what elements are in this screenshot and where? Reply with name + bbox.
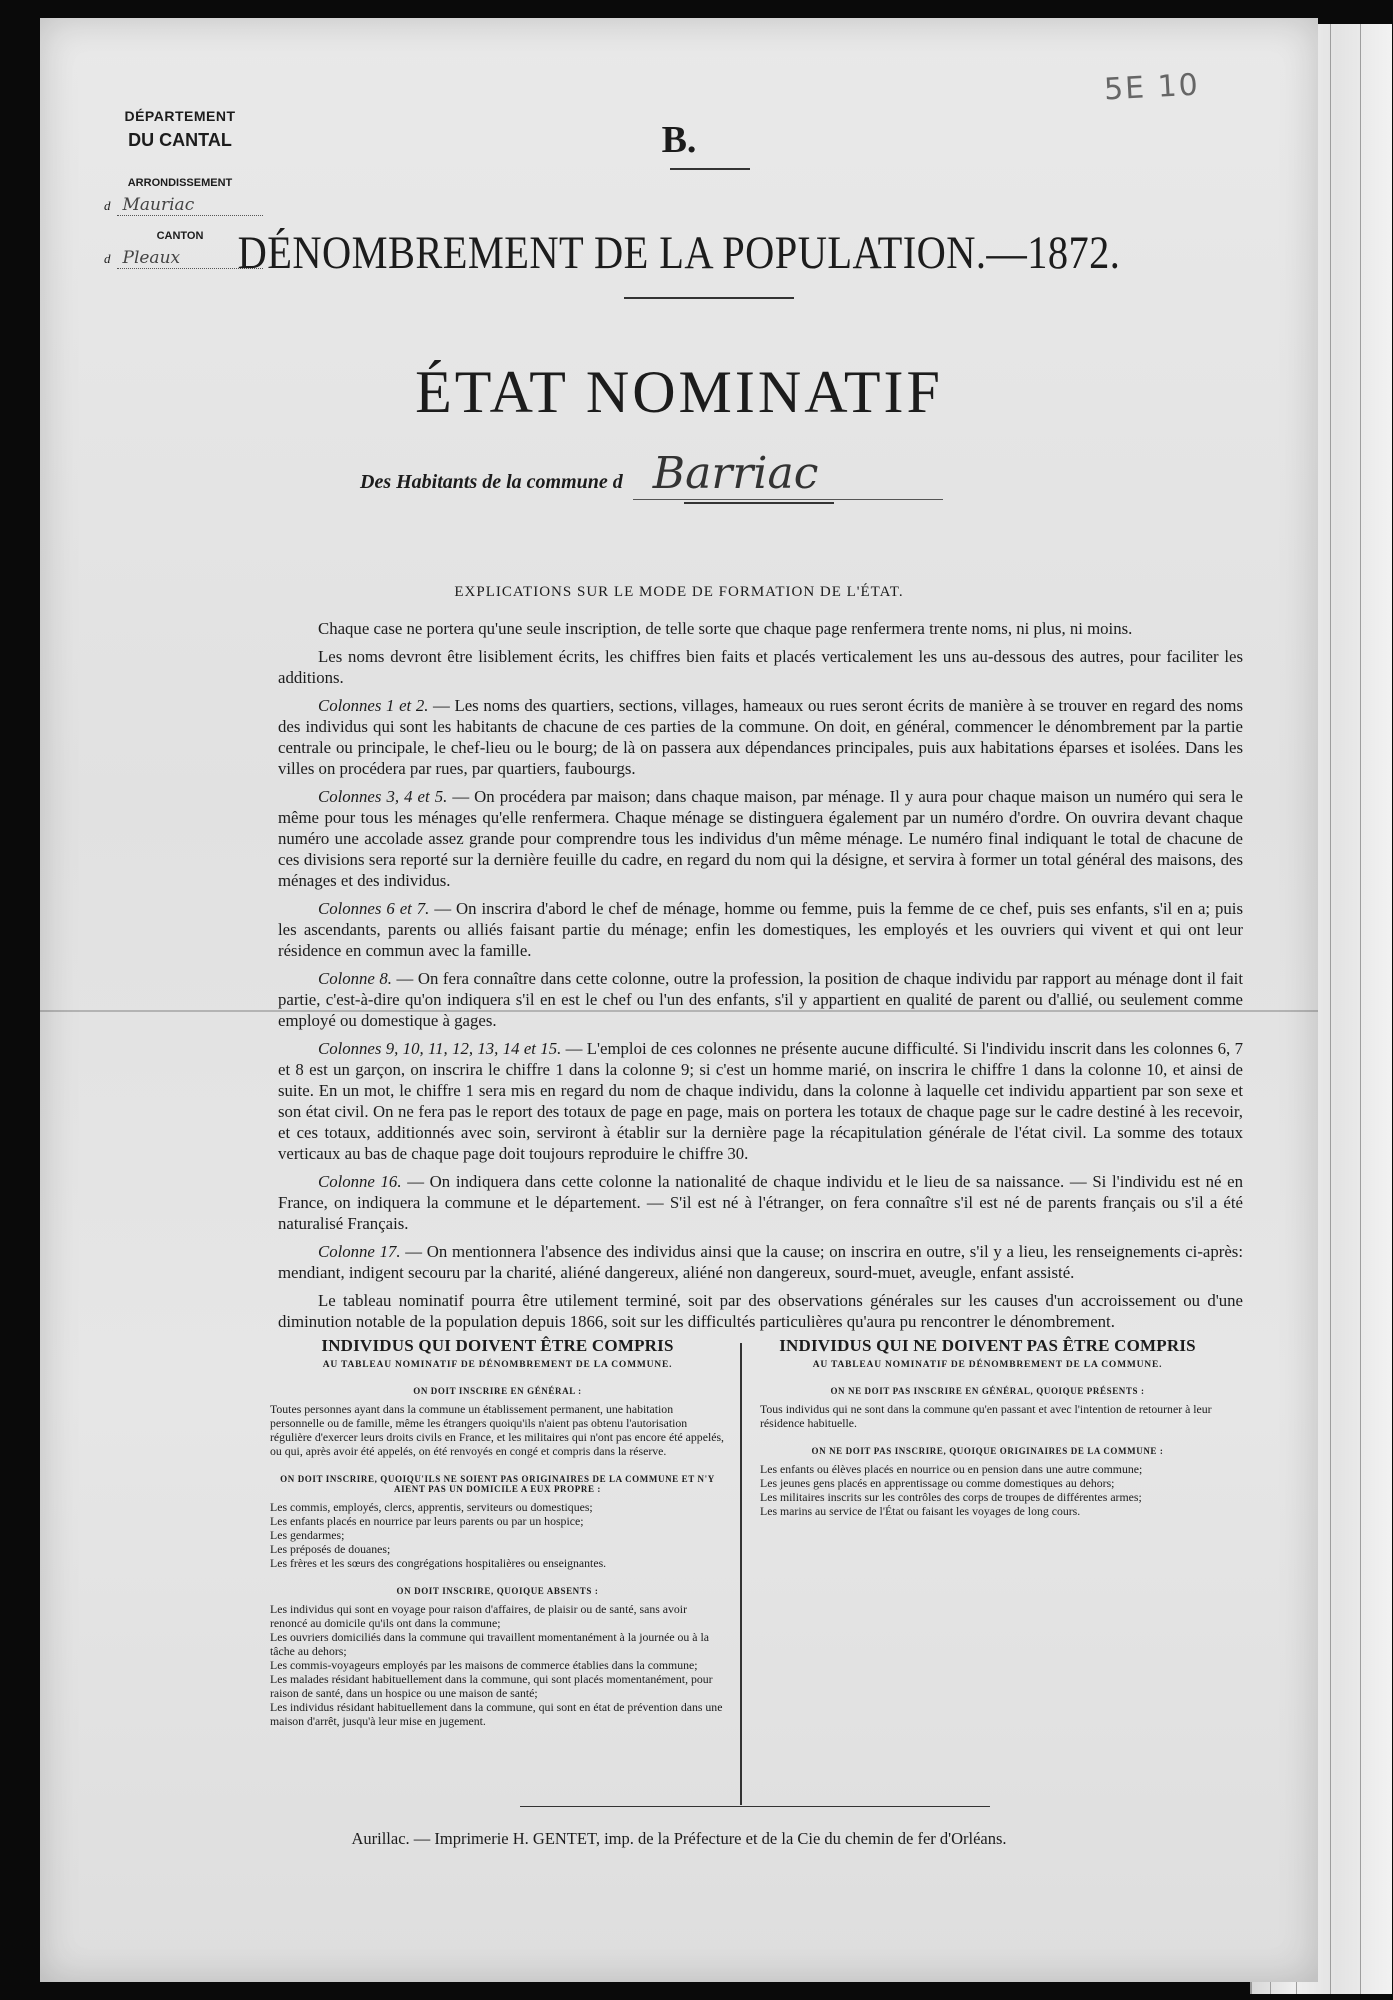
commune-line xyxy=(360,448,943,500)
paragraph: Chaque case ne portera qu'une seule inscription, de telle sorte que chaque page renfermera trente noms, ni plus, ni moins. xyxy=(318,619,1133,638)
section-heading: ON DOIT INSCRIRE, QUOIQU'ILS NE SOIENT PAS ORIGINAIRES DE LA COMMUNE ET N'Y AIENT PAS UN DOMICILE A EUX PROPRE : xyxy=(280,1474,715,1494)
paragraph: Les noms devront être lisiblement écrits, les chiffres bien faits et placés verticalement les uns au-dessous des autres, pour faciliter les additions. xyxy=(278,647,1243,687)
arrondissement-label: ARRONDISSEMENT xyxy=(127,177,233,189)
excluded-column xyxy=(760,1336,1215,1518)
excluded-subtitle: AU TABLEAU NOMINATIF DE DÉNOMBREMENT DE LA COMMUNE. xyxy=(812,1360,1163,1370)
included-title: INDIVIDUS QUI DOIVENT ÊTRE COMPRIS xyxy=(321,1336,674,1355)
section-text: Tous individus qui ne sont dans la commune qu'en passant et avec l'intention de retourner à leur résidence habituelle. xyxy=(760,1402,1212,1430)
rule-under-commune xyxy=(684,502,834,504)
canton-prefix: d xyxy=(104,251,111,266)
paragraph: Colonnes 1 et 2. — Les noms des quartiers, sections, villages, hameaux ou rues seront écrits de manière à se trouver en regard des noms des individus qui sont les habitants de chacune de ces parties de la commune. On doit, en général, commencer le dénombrement par la partie centrale ou principale, le chef-lieu ou le bourg; de là on passera aux dépendances principales, puis aux habitations éparses et isolées. Dans les villes on procédera par rues, par quartiers, faubourgs. xyxy=(278,696,1243,778)
included-column xyxy=(270,1336,725,1728)
rule-under-letter xyxy=(670,168,750,170)
excluded-title: INDIVIDUS QUI NE DOIVENT PAS ÊTRE COMPRIS xyxy=(779,1336,1196,1355)
section-text: Les enfants ou élèves placés en nourrice ou en pension dans une autre commune; Les jeunes gens placés en apprentissage ou comme domestiques au dehors; Les militaires inscrits sur les contrôles des corps de troupes de différentes armes; Les marins au service de l'État ou faisant les voyages de long cours. xyxy=(760,1462,1143,1518)
arrondissement-prefix: d xyxy=(104,198,111,213)
column-divider xyxy=(740,1343,742,1805)
sub-title: ÉTAT NOMINATIF xyxy=(415,359,943,425)
commune-label: Des Habitants de la commune d xyxy=(360,471,623,493)
document-sheet xyxy=(40,18,1318,1982)
rule-under-title xyxy=(624,297,794,299)
rule-above-footer xyxy=(520,1806,990,1807)
department-label: DÉPARTEMENT xyxy=(124,108,236,124)
main-title: DÉNOMBREMENT DE LA POPULATION.—1872. xyxy=(237,227,1121,279)
arrondissement-value: Mauriac xyxy=(117,195,263,216)
section-text: Toutes personnes ayant dans la commune un établissement permanent, une habitation personnelle ou de famille, même les étrangers quoiqu'ils n'aient pas obtenu l'autorisation régulière d'exercer leurs droits civils en France, et les militaires qui n'ont pas encore été appelés, ou qui, après avoir été appelés, on été renvoyés en congé et compris dans la réserve. xyxy=(270,1402,724,1458)
canton-value: Pleaux xyxy=(117,248,263,269)
paragraph: Colonne 16. — On indiquera dans cette colonne la nationalité de chaque individu et le lieu de sa naissance. — Si l'individu est né en France, on indiquera la commune et le département. — S'il est né à l'étranger, on fera connaître s'il est né de parents français ou s'il a été naturalisé Français. xyxy=(278,1172,1243,1233)
arrondissement-line xyxy=(80,195,280,216)
commune-value: Barriac xyxy=(633,448,943,500)
paragraph: Le tableau nominatif pourra être utilement terminé, soit par des observations générales sur les causes d'un accroissement ou d'une diminution notable de la population depuis 1866, soit sur les difficultés particulières qu'aura pu rencontrer le dénombrement. xyxy=(278,1291,1243,1331)
department-name: DU CANTAL xyxy=(128,130,232,150)
explanations-heading: EXPLICATIONS SUR LE MODE DE FORMATION DE L'ÉTAT. xyxy=(454,584,904,600)
archive-reference: 5E 10 xyxy=(1103,67,1201,108)
paragraph: Colonnes 6 et 7. — On inscrira d'abord le chef de ménage, homme ou femme, puis la femme de ce chef, puis ses enfants, s'il en a; puis les ascendants, parents ou alliés faisant partie du ménage; enfin les domestiques, les employés et les ouvriers qui vivent et qui ont leur résidence en commun avec la famille. xyxy=(278,899,1243,960)
form-letter: B. xyxy=(661,119,697,161)
section-heading: ON NE DOIT PAS INSCRIRE EN GÉNÉRAL, QUOIQUE PRÉSENTS : xyxy=(830,1386,1145,1396)
included-subtitle: AU TABLEAU NOMINATIF DE DÉNOMBREMENT DE LA COMMUNE. xyxy=(322,1360,673,1370)
section-text: Les commis, employés, clercs, apprentis, serviteurs ou domestiques; Les enfants placés en nourrice par leurs parents ou par un hospice; Les gendarmes; Les préposés de douanes; Les frères et les sœurs des congrégations hospitalières ou enseignantes. xyxy=(270,1500,607,1570)
section-heading: ON DOIT INSCRIRE, QUOIQUE ABSENTS : xyxy=(396,1586,599,1596)
canton-label: CANTON xyxy=(156,230,204,242)
paragraph: Colonne 8. — On fera connaître dans cette colonne, outre la profession, la position de chaque individu par rapport au ménage dont il fait partie, c'est-à-dire qu'on indiquera s'il en est le chef ou l'un des enfants, s'il y appartient en qualité de parent ou d'allié, ou seulement comme employé ou domestique à gages. xyxy=(278,969,1243,1030)
section-text: Les individus qui sont en voyage pour raison d'affaires, de plaisir ou de santé, sans avoir renoncé au domicile qu'ils ont dans la commune; Les ouvriers domiciliés dans la commune qui travaillent momentanément à la journée ou à la tâche au dehors; Les commis-voyageurs employés par les maisons de commerce établies dans la commune; Les malades résidant habituellement dans la commune, qui sont placés momentanément, pour raison de santé, dans un hospice ou une maison de santé; Les individus résidant habituellement dans la commune, qui sont en état de prévention dans une maison d'arrêt, jusqu'à leur mise en jugement. xyxy=(270,1602,723,1728)
section-heading: ON DOIT INSCRIRE EN GÉNÉRAL : xyxy=(413,1386,582,1396)
paragraph: Colonne 17. — On mentionnera l'absence des individus ainsi que la cause; on inscrira en outre, s'il y a lieu, les renseignements ci-après: mendiant, indigent secouru par la charité, aliéné dangereux, aliéné non dangereux, sourd-muet, aveugle, enfant assisté. xyxy=(278,1242,1244,1282)
explanations-body xyxy=(278,618,1243,1339)
paragraph: Colonnes 3, 4 et 5. — On procédera par maison; dans chaque maison, par ménage. Il y aura pour chaque maison un numéro qui sera le même pour tous les ménages qu'elle renfermera. Chaque ménage se distinguera également par un numéro d'ordre. On ouvrira devant chaque numéro une accolade assez grande pour comprendre tous les individus d'un même ménage. Le numéro final indiquant le total de chacune de ces divisions sera reporté sur la dernière feuille du cadre, en regard du nom qui la désigne, et servira à former un total général des maisons, des ménages et des individus. xyxy=(278,787,1243,890)
paragraph: Colonnes 9, 10, 11, 12, 13, 14 et 15. — L'emploi de ces colonnes ne présente aucune difficulté. Si l'individu inscrit dans les colonnes 6, 7 et 8 est un garçon, on inscrira le chiffre 1 dans la colonne 9; si c'est un homme marié, on inscrira le chiffre 1 dans la colonne 10, et ainsi de suite. En un mot, le chiffre 1 sera mis en regard du nom de chaque individu, dans la colonne à laquelle cet individu appartient par son sexe et son état civil. On ne fera pas le report des totaux de page en page, mais on portera les totaux de chaque page sur le cadre destiné à les recevoir, et ces totaux, additionnés avec soin, serviront à établir sur la dernière page la récapitulation générale de l'état civil. La somme des totaux verticaux au bas de chaque page doit toujours reproduire le chiffre 30. xyxy=(278,1039,1243,1163)
section-heading: ON NE DOIT PAS INSCRIRE, QUOIQUE ORIGINAIRES DE LA COMMUNE : xyxy=(811,1446,1164,1456)
printer-footer: Aurillac. — Imprimerie H. GENTET, imp. de la Préfecture et de la Cie du chemin de fer d'Orléans. xyxy=(351,1829,1007,1848)
